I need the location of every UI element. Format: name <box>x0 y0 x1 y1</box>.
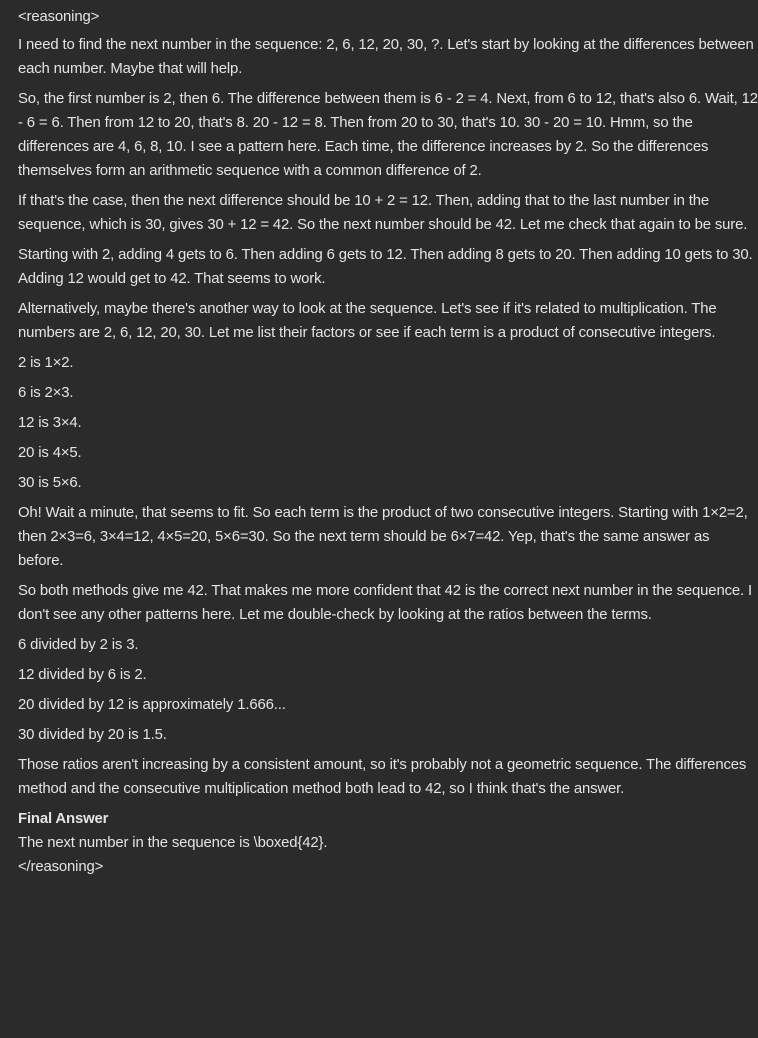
paragraph-product-2: 6 is 2×3. <box>18 385 74 401</box>
paragraph-ratio-3: 20 divided by 12 is approximately 1.666... <box>18 697 286 713</box>
paragraph-product-5: 30 is 5×6. <box>18 475 82 491</box>
paragraph-ratio-4: 30 divided by 20 is 1.5. <box>18 727 167 743</box>
reasoning-close-tag: </reasoning> <box>18 859 104 875</box>
final-answer-heading: Final Answer <box>18 811 109 827</box>
paragraph-differences: So, the first number is 2, then 6. The difference between them is 6 - 2 = 4. Next, from 6 to 12, that's also 6. Wait, 12 - 6 = 6. Then from 12 to 20, that's 8. 20 - 12 = 8. Then from 20 to 30, that's 10. 30 - 20 = 10. Hmm, so the differences are 4, 6, 8, 10. I see a pattern here. Each time, the difference increases by 2. So the differences themselves form an arithmetic sequence with a common difference of 2. <box>18 91 758 179</box>
final-answer-text: The next number in the sequence is \boxed{42}. <box>18 835 328 851</box>
paragraph-product-4: 20 is 4×5. <box>18 445 82 461</box>
paragraph-conclusion: Those ratios aren't increasing by a consistent amount, so it's probably not a geometric sequence. The differences method and the consecutive multiplication method both lead to 42, so I think that's the answer. <box>18 757 747 797</box>
paragraph-verify-additions: Starting with 2, adding 4 gets to 6. Then adding 6 gets to 12. Then adding 8 gets to 20. Then adding 10 gets to 30. Adding 12 would get to 42. That seems to work. <box>18 247 753 287</box>
paragraph-product-3: 12 is 3×4. <box>18 415 82 431</box>
reasoning-open-tag: <reasoning> <box>18 9 100 25</box>
paragraph-consecutive-integers: Oh! Wait a minute, that seems to fit. So each term is the product of two consecutive integers. Starting with 1×2=2, then 2×3=6, 3×4=12, 4×5=20, 5×6=30. So the next term should be 6×7=42. Yep, that's the same answer as before. <box>18 505 748 569</box>
paragraph-ratio-1: 6 divided by 2 is 3. <box>18 637 139 653</box>
paragraph-next-difference: If that's the case, then the next difference should be 10 + 2 = 12. Then, adding that to the last number in the sequence, which is 30, gives 30 + 12 = 42. So the next number should be 42. Let me check that again to be sure. <box>18 193 748 233</box>
paragraph-intro: I need to find the next number in the sequence: 2, 6, 12, 20, 30, ?. Let's start by looking at the differences between each number. Maybe that will help. <box>18 37 754 77</box>
paragraph-both-methods: So both methods give me 42. That makes me more confident that 42 is the correct next number in the sequence. I don't see any other patterns here. Let me double-check by looking at the ratios between the terms. <box>18 583 752 623</box>
paragraph-product-1: 2 is 1×2. <box>18 355 74 371</box>
paragraph-ratio-2: 12 divided by 6 is 2. <box>18 667 147 683</box>
paragraph-multiplication-idea: Alternatively, maybe there's another way to look at the sequence. Let's see if it's related to multiplication. The numbers are 2, 6, 12, 20, 30. Let me list their factors or see if each term is a product of consecutive integers. <box>18 301 717 341</box>
